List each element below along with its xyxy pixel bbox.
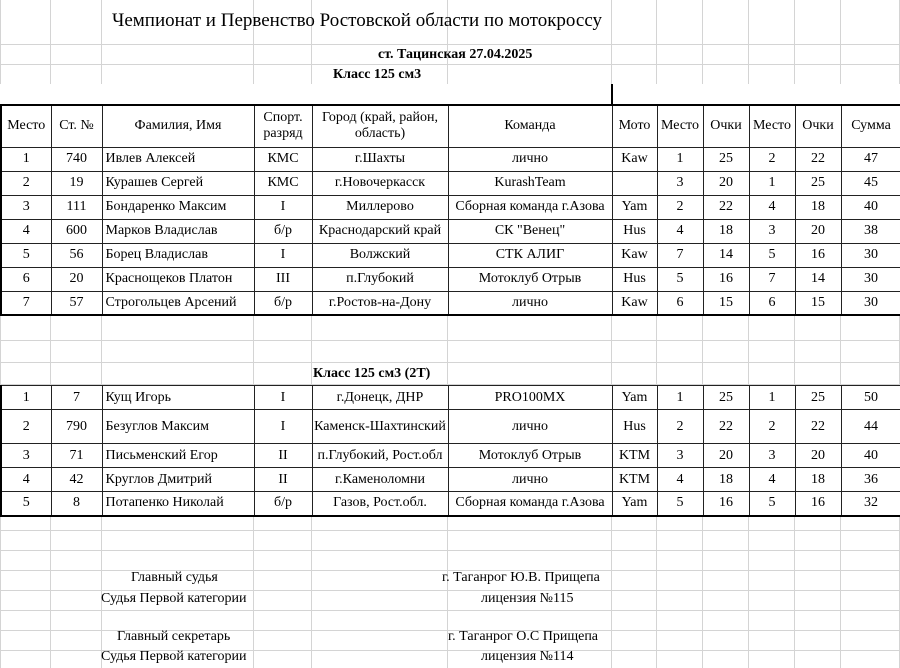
cell-race1-points: 14	[703, 243, 749, 267]
table-row	[1, 444, 900, 468]
cell-race2-points: 18	[795, 195, 841, 219]
col-header-race1-points: Очки	[703, 105, 749, 147]
cell-rank: б/р	[254, 492, 312, 516]
cell-race2-points: 16	[795, 243, 841, 267]
cell-place: 2	[1, 410, 51, 444]
cell-team: Мотоклуб Отрыв	[448, 267, 612, 291]
table-row	[1, 468, 900, 492]
cell-race2-place: 5	[749, 243, 795, 267]
grid-line-horizontal	[0, 530, 900, 531]
cell-sum: 30	[841, 243, 900, 267]
cell-sum: 40	[841, 195, 900, 219]
cell-sum: 30	[841, 291, 900, 315]
cell-moto: Kaw	[612, 147, 657, 171]
cell-city: г.Новочеркасск	[312, 171, 448, 195]
col-header-race2-place: Место	[749, 105, 795, 147]
cell-race1-place: 4	[657, 468, 703, 492]
cell-team: СК "Венец"	[448, 219, 612, 243]
cell-race2-points: 14	[795, 267, 841, 291]
cell-sum: 36	[841, 468, 900, 492]
cell-start-no: 740	[51, 147, 102, 171]
cell-race2-place: 1	[749, 171, 795, 195]
cell-race1-points: 22	[703, 410, 749, 444]
cell-city: Волжский	[312, 243, 448, 267]
table-row	[1, 492, 900, 516]
cell-sum: 38	[841, 219, 900, 243]
cell-race2-points: 22	[795, 147, 841, 171]
chief-secretary-category: Судья Первой категории	[101, 649, 247, 664]
class2-results-table	[0, 385, 900, 517]
cell-race1-points: 20	[703, 444, 749, 468]
page-subtitle: ст. Тацинская 27.04.2025	[378, 47, 533, 62]
cell-start-no: 790	[51, 410, 102, 444]
cell-sum: 45	[841, 171, 900, 195]
page-title: Чемпионат и Первенство Ростовской области по мотокроссу	[112, 10, 603, 31]
cell-place: 6	[1, 267, 51, 291]
cell-rank: I	[254, 386, 312, 410]
cell-start-no: 57	[51, 291, 102, 315]
cell-race2-points: 25	[795, 386, 841, 410]
cell-race1-place: 7	[657, 243, 703, 267]
class1-table-body	[1, 147, 900, 315]
cell-rank: I	[254, 410, 312, 444]
cell-rank: II	[254, 444, 312, 468]
cell-sum: 30	[841, 267, 900, 291]
cell-race1-place: 2	[657, 195, 703, 219]
cell-race1-points: 18	[703, 219, 749, 243]
table-row	[1, 195, 900, 219]
cell-moto: Yam	[612, 492, 657, 516]
cell-moto: Kaw	[612, 291, 657, 315]
chief-secretary-license: лицензия №114	[481, 649, 574, 664]
cell-team: Сборная команда г.Азова	[448, 195, 612, 219]
cell-start-no: 111	[51, 195, 102, 219]
cell-city: г.Каменоломни	[312, 468, 448, 492]
cell-city: Миллерово	[312, 195, 448, 219]
cell-start-no: 19	[51, 171, 102, 195]
chief-judge-category: Судья Первой категории	[101, 591, 247, 606]
grid-line-horizontal	[0, 44, 900, 45]
col-header-start-no: Ст. №	[51, 105, 102, 147]
cell-place: 7	[1, 291, 51, 315]
cell-race2-place: 2	[749, 410, 795, 444]
col-header-place: Место	[1, 105, 51, 147]
cell-race1-place: 3	[657, 171, 703, 195]
cell-start-no: 7	[51, 386, 102, 410]
cell-race1-points: 25	[703, 147, 749, 171]
cell-race2-place: 5	[749, 492, 795, 516]
cell-name: Ивлев Алексей	[102, 147, 254, 171]
cell-name: Безуглов Максим	[102, 410, 254, 444]
cell-race1-points: 18	[703, 468, 749, 492]
cell-start-no: 56	[51, 243, 102, 267]
cell-place: 3	[1, 195, 51, 219]
cell-race1-points: 16	[703, 267, 749, 291]
cell-start-no: 71	[51, 444, 102, 468]
cell-race1-place: 4	[657, 219, 703, 243]
cell-sum: 40	[841, 444, 900, 468]
cell-race1-place: 2	[657, 410, 703, 444]
grid-line-horizontal	[0, 64, 900, 65]
cell-race2-points: 16	[795, 492, 841, 516]
cell-rank: I	[254, 195, 312, 219]
cell-rank: б/р	[254, 219, 312, 243]
cell-moto: Hus	[612, 219, 657, 243]
cell-sum: 32	[841, 492, 900, 516]
cell-race2-points: 25	[795, 171, 841, 195]
cell-name: Круглов Дмитрий	[102, 468, 254, 492]
cell-team: Мотоклуб Отрыв	[448, 444, 612, 468]
cell-rank: III	[254, 267, 312, 291]
cell-team: лично	[448, 147, 612, 171]
cell-start-no: 600	[51, 219, 102, 243]
cell-place: 5	[1, 492, 51, 516]
cell-race2-points: 15	[795, 291, 841, 315]
class1-title: Класс 125 см3	[333, 67, 422, 82]
cell-place: 3	[1, 444, 51, 468]
cell-race1-place: 6	[657, 291, 703, 315]
cell-sum: 44	[841, 410, 900, 444]
cell-moto: Hus	[612, 410, 657, 444]
cell-team: Сборная команда г.Азова	[448, 492, 612, 516]
table-row	[1, 386, 900, 410]
cell-sum: 50	[841, 386, 900, 410]
cell-team: лично	[448, 468, 612, 492]
cell-moto: Yam	[612, 195, 657, 219]
cell-race2-place: 7	[749, 267, 795, 291]
cell-rank: КМС	[254, 147, 312, 171]
col-header-race1-place: Место	[657, 105, 703, 147]
grid-line-horizontal	[0, 610, 900, 611]
chief-judge-name: г. Таганрог Ю.В. Прищепа	[442, 570, 600, 585]
cell-name: Краснощеков Платон	[102, 267, 254, 291]
cell-race2-place: 2	[749, 147, 795, 171]
table-header-row	[1, 105, 900, 147]
cell-moto: Hus	[612, 267, 657, 291]
cell-race2-place: 3	[749, 444, 795, 468]
cell-place: 4	[1, 468, 51, 492]
chief-judge-role: Главный судья	[131, 570, 218, 585]
cell-city: Краснодарский край	[312, 219, 448, 243]
table-row	[1, 410, 900, 444]
cell-moto: Kaw	[612, 243, 657, 267]
cell-city: г.Шахты	[312, 147, 448, 171]
cell-race2-place: 6	[749, 291, 795, 315]
cell-team: KurashTeam	[448, 171, 612, 195]
cell-race1-place: 5	[657, 492, 703, 516]
cell-rank: б/р	[254, 291, 312, 315]
cell-place: 1	[1, 386, 51, 410]
cell-city: Газов, Рост.обл.	[312, 492, 448, 516]
chief-judge-license: лицензия №115	[481, 591, 574, 606]
cell-moto: KTM	[612, 468, 657, 492]
cell-race2-points: 22	[795, 410, 841, 444]
cell-team: PRO100MX	[448, 386, 612, 410]
table-row	[1, 147, 900, 171]
cell-race2-points: 20	[795, 219, 841, 243]
col-header-sum: Сумма	[841, 105, 900, 147]
cell-start-no: 42	[51, 468, 102, 492]
table-row	[1, 243, 900, 267]
cell-name: Письменский Егор	[102, 444, 254, 468]
cell-race1-place: 5	[657, 267, 703, 291]
cell-rank: КМС	[254, 171, 312, 195]
cell-name: Строгольцев Арсений	[102, 291, 254, 315]
cell-name: Потапенко Николай	[102, 492, 254, 516]
cell-name: Марков Владислав	[102, 219, 254, 243]
cell-sum: 47	[841, 147, 900, 171]
cell-place: 1	[1, 147, 51, 171]
cell-city: г.Донецк, ДНР	[312, 386, 448, 410]
cell-moto: Yam	[612, 386, 657, 410]
cell-place: 2	[1, 171, 51, 195]
cell-race2-place: 4	[749, 195, 795, 219]
cell-moto: KTM	[612, 444, 657, 468]
grid-line-horizontal	[0, 340, 900, 341]
class2-title: Класс 125 см3 (2Т)	[313, 366, 431, 381]
cell-race1-points: 16	[703, 492, 749, 516]
col-header-city: Город (край, район, область)	[312, 105, 448, 147]
cell-rank: I	[254, 243, 312, 267]
col-header-name: Фамилия, Имя	[102, 105, 254, 147]
col-header-team: Команда	[448, 105, 612, 147]
col-header-moto: Мото	[612, 105, 657, 147]
race-header-row	[1, 84, 900, 105]
col-header-race2-points: Очки	[795, 105, 841, 147]
cell-city: Каменск-Шахтинский	[312, 410, 448, 444]
grid-line-horizontal	[0, 550, 900, 551]
cell-name: Борец Владислав	[102, 243, 254, 267]
cell-team: лично	[448, 410, 612, 444]
cell-race1-points: 20	[703, 171, 749, 195]
cell-race2-place: 3	[749, 219, 795, 243]
class2-table-body	[1, 386, 900, 516]
cell-name: Бондаренко Максим	[102, 195, 254, 219]
cell-race1-place: 1	[657, 147, 703, 171]
cell-place: 5	[1, 243, 51, 267]
cell-name: Кущ Игорь	[102, 386, 254, 410]
table-row	[1, 219, 900, 243]
table-row	[1, 291, 900, 315]
cell-start-no: 8	[51, 492, 102, 516]
chief-secretary-role: Главный секретарь	[117, 629, 231, 644]
cell-race2-place: 1	[749, 386, 795, 410]
cell-team: лично	[448, 291, 612, 315]
cell-race2-points: 20	[795, 444, 841, 468]
cell-name: Курашев Сергей	[102, 171, 254, 195]
cell-race2-place: 4	[749, 468, 795, 492]
col-header-rank: Спорт. разряд	[254, 105, 312, 147]
cell-race1-points: 22	[703, 195, 749, 219]
cell-city: г.Ростов-на-Дону	[312, 291, 448, 315]
cell-race1-place: 1	[657, 386, 703, 410]
cell-moto	[612, 171, 657, 195]
cell-city: п.Глубокий, Рост.обл	[312, 444, 448, 468]
cell-city: п.Глубокий	[312, 267, 448, 291]
chief-secretary-name: г. Таганрог О.С Прищепа	[448, 629, 599, 644]
cell-place: 4	[1, 219, 51, 243]
table-row	[1, 171, 900, 195]
cell-start-no: 20	[51, 267, 102, 291]
cell-race2-points: 18	[795, 468, 841, 492]
cell-race1-points: 25	[703, 386, 749, 410]
table-row	[1, 267, 900, 291]
cell-rank: II	[254, 468, 312, 492]
cell-race1-place: 3	[657, 444, 703, 468]
grid-line-horizontal	[0, 362, 900, 363]
cell-team: СТК АЛИГ	[448, 243, 612, 267]
cell-race1-points: 15	[703, 291, 749, 315]
class1-results-table	[0, 84, 900, 316]
